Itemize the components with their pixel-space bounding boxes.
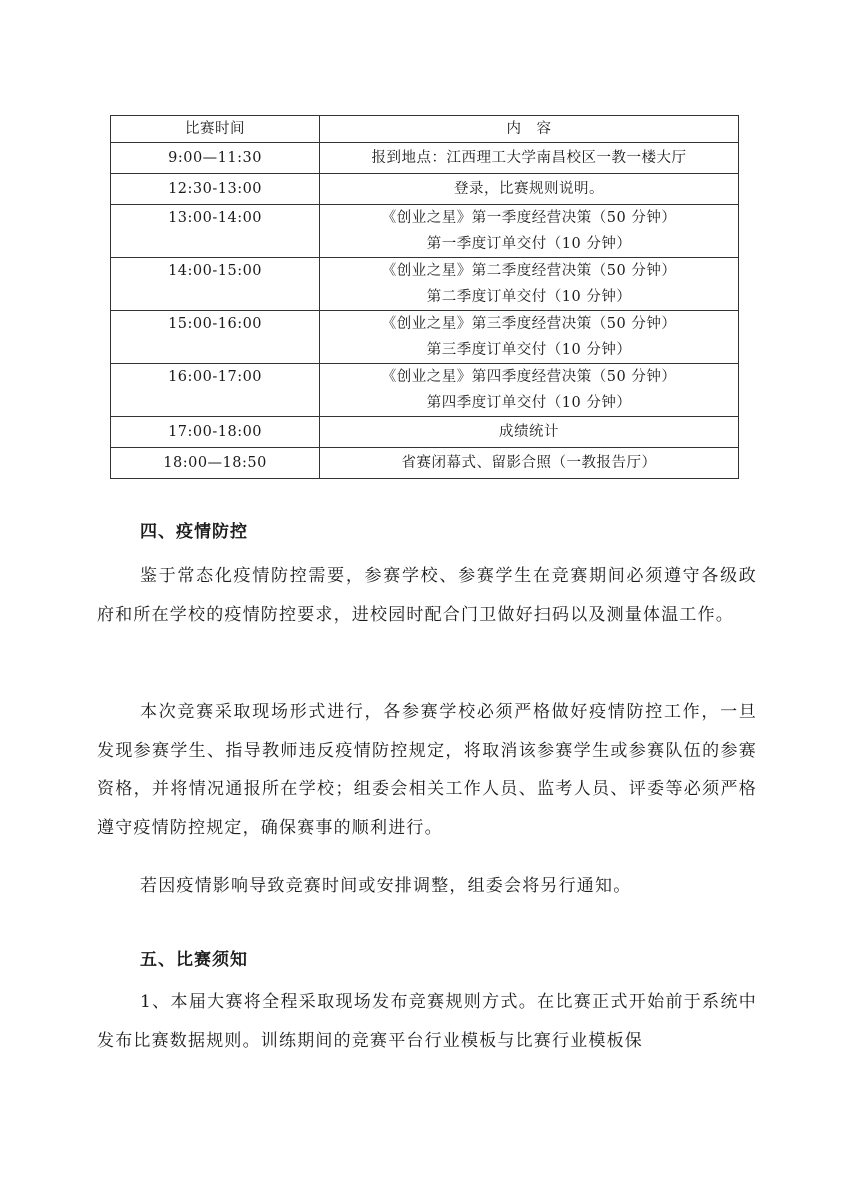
table-header-row <box>111 116 739 143</box>
paragraph: 本次竞赛采取现场形式进行，各参赛学校必须严格做好疫情防控工作，一旦发现参赛学生、指导教师违反疫情防控规定，将取消该参赛学生或参赛队伍的参赛资格，并将情况通报所在学校；组委会相关工作人员、监考人员、评委等必须严格遵守疫情防控规定，确保赛事的顺利进行。 <box>97 702 757 838</box>
content-line: 第一季度订单交付（10 分钟） <box>426 236 632 252</box>
header-time: 比赛时间 <box>111 116 320 143</box>
table-row <box>111 417 739 448</box>
content-line: 《创业之星》第一季度经营决策（50 分钟） <box>381 210 677 226</box>
section-heading-epidemic: 四、疫情防控 <box>140 522 248 542</box>
row-content <box>320 364 739 417</box>
content-line: 第四季度订单交付（10 分钟） <box>426 395 632 411</box>
table-row <box>111 205 739 258</box>
schedule-table <box>110 115 739 479</box>
table-row <box>111 143 739 174</box>
paragraph: 鉴于常态化疫情防控需要，参赛学校、参赛学生在竞赛期间必须遵守各级政府和所在学校的疫情防控要求，进校园时配合门卫做好扫码以及测量体温工作。 <box>97 566 757 625</box>
row-content: 成绩统计 <box>320 417 739 448</box>
paragraph: 1、本届大赛将全程采取现场发布竞赛规则方式。在比赛正式开始前于系统中发布比赛数据规则。训练期间的竞赛平台行业模板与比赛行业模板保 <box>97 992 757 1051</box>
section-heading-rules: 五、比赛须知 <box>140 950 248 970</box>
table-row <box>111 174 739 205</box>
content-line: 《创业之星》第二季度经营决策（50 分钟） <box>381 263 677 279</box>
table-row <box>111 448 739 479</box>
content-line: 《创业之星》第四季度经营决策（50 分钟） <box>381 369 677 385</box>
row-time: 13:00-14:00 <box>111 205 320 258</box>
table-row <box>111 258 739 311</box>
row-content: 报到地点：江西理工大学南昌校区一教一楼大厅 <box>320 143 739 174</box>
row-content: 登录，比赛规则说明。 <box>320 174 739 205</box>
row-content <box>320 311 739 364</box>
row-time: 12:30-13:00 <box>111 174 320 205</box>
row-time: 16:00-17:00 <box>111 364 320 417</box>
row-time: 17:00-18:00 <box>111 417 320 448</box>
row-time: 14:00-15:00 <box>111 258 320 311</box>
header-content: 内 容 <box>320 116 739 143</box>
content-line: 第二季度订单交付（10 分钟） <box>426 289 632 305</box>
row-time: 18:00—18:50 <box>111 448 320 479</box>
table-row <box>111 311 739 364</box>
content-line: 《创业之星》第三季度经营决策（50 分钟） <box>381 316 677 332</box>
row-time: 15:00-16:00 <box>111 311 320 364</box>
content-line: 第三季度订单交付（10 分钟） <box>426 342 632 358</box>
row-content: 省赛闭幕式、留影合照（一教报告厅） <box>320 448 739 479</box>
row-time: 9:00—11:30 <box>111 143 320 174</box>
row-content <box>320 258 739 311</box>
row-content <box>320 205 739 258</box>
table-row <box>111 364 739 417</box>
paragraph: 若因疫情影响导致竞赛时间或安排调整，组委会将另行通知。 <box>140 876 632 896</box>
